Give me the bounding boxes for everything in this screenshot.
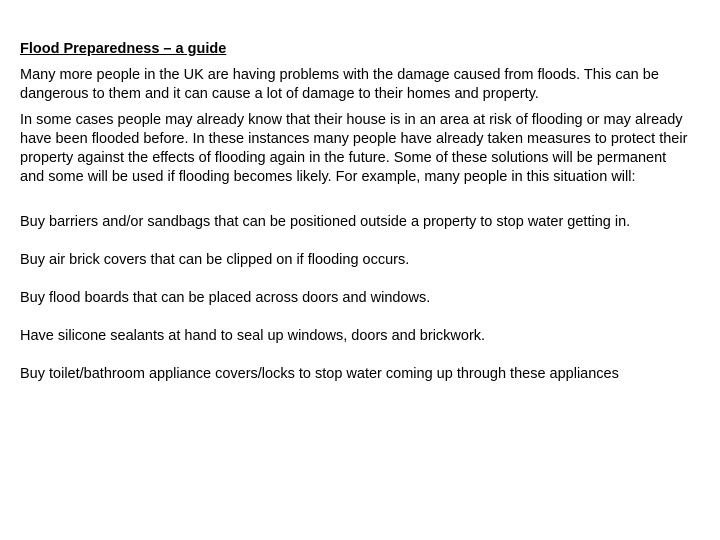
- document-title: Flood Preparedness – a guide: [20, 41, 227, 57]
- measure-item-appliance-covers: Buy toilet/bathroom appliance covers/locks to stop water coming up through these appliances: [20, 366, 619, 382]
- context-paragraph: In some cases people may already know that their house is in an area at risk of flooding or may already have been flooded before. In these instances many people have already taken measures to protect their property against the effects of flooding again in the future. Some of these solutions will be permanent and some will be used if flooding becomes likely. For example, many people in this situation will:: [20, 112, 688, 185]
- intro-paragraph: Many more people in the UK are having problems with the damage caused from floods. This can be dangerous to them and it can cause a lot of damage to their homes and property.: [20, 67, 659, 102]
- measure-item-flood-boards: Buy flood boards that can be placed across doors and windows.: [20, 290, 431, 306]
- measures-list: [20, 213, 690, 384]
- measure-item-air-brick-covers: Buy air brick covers that can be clipped on if flooding occurs.: [20, 252, 410, 268]
- measure-item-silicone-sealants: Have silicone sealants at hand to seal up windows, doors and brickwork.: [20, 328, 486, 344]
- document-page: [20, 40, 690, 403]
- measure-item-barriers: Buy barriers and/or sandbags that can be positioned outside a property to stop water getting in.: [20, 214, 631, 230]
